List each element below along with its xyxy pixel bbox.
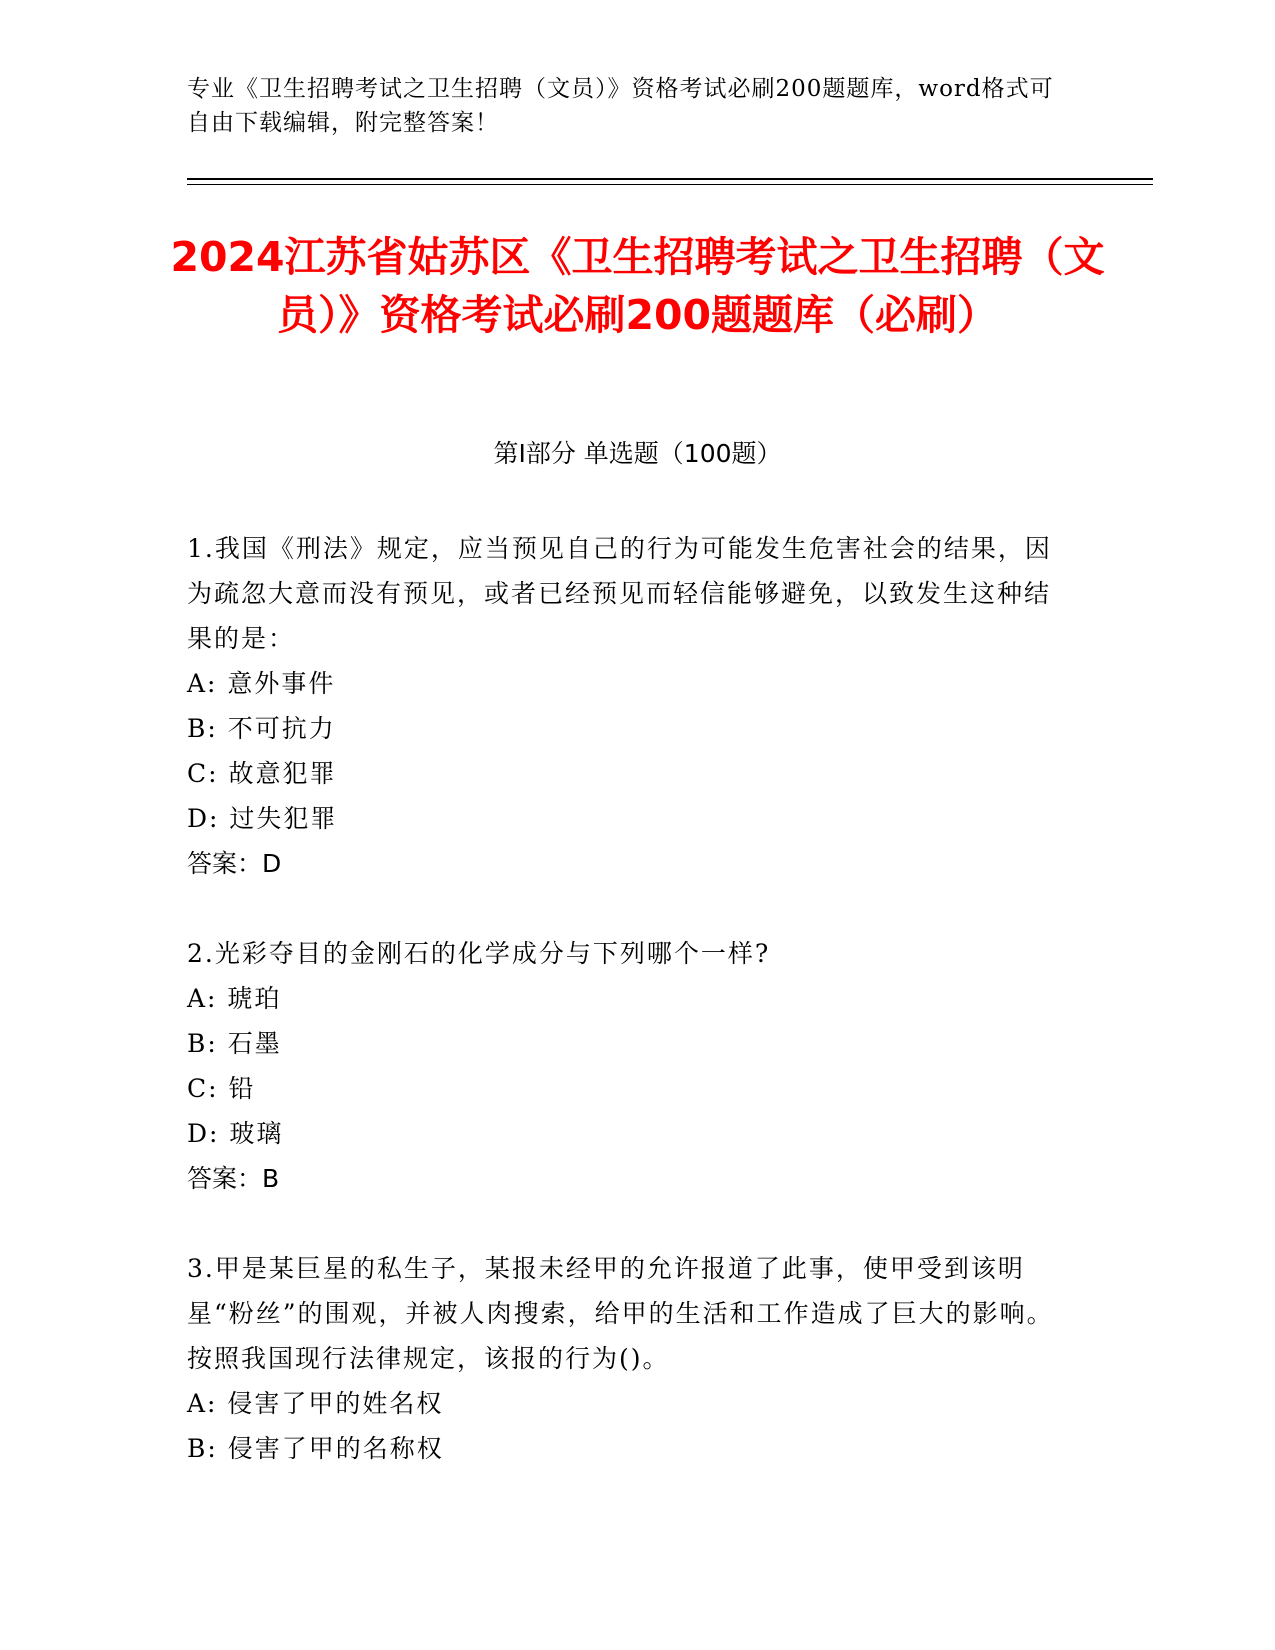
option-c: C: 铅 bbox=[187, 1074, 256, 1103]
question-list bbox=[187, 526, 1067, 1516]
question-1 bbox=[187, 526, 1067, 886]
option-a: A: 琥珀 bbox=[187, 984, 282, 1013]
option-d: D: 过失犯罪 bbox=[187, 804, 338, 833]
document-title: 2024江苏省姑苏区《卫生招聘考试之卫生招聘（文员）》资格考试必刷200题题库（必刷） bbox=[170, 233, 1105, 339]
header-divider-thin bbox=[187, 184, 1153, 185]
header-divider-thick bbox=[187, 178, 1153, 180]
question-3 bbox=[187, 1246, 1067, 1471]
section-heading: 第Ⅰ部分 单选题（100题） bbox=[493, 439, 782, 468]
question-2 bbox=[187, 931, 1067, 1201]
answer: 答案：D bbox=[187, 849, 282, 878]
answer: 答案：B bbox=[187, 1164, 280, 1193]
option-b: B: 侵害了甲的名称权 bbox=[187, 1434, 444, 1463]
option-b: B: 石墨 bbox=[187, 1029, 282, 1058]
question-stem: 1.我国《刑法》规定，应当预见自己的行为可能发生危害社会的结果，因为疏忽大意而没有预见，或者已经预见而轻信能够避免，以致发生这种结果的是： bbox=[187, 534, 1052, 653]
option-c: C: 故意犯罪 bbox=[187, 759, 337, 788]
option-a: A: 侵害了甲的姓名权 bbox=[187, 1389, 444, 1418]
option-a: A: 意外事件 bbox=[187, 669, 336, 698]
header-note: 专业《卫生招聘考试之卫生招聘（文员）》资格考试必刷200题题库，word格式可自由下载编辑，附完整答案！ bbox=[187, 76, 1054, 136]
option-d: D: 玻璃 bbox=[187, 1119, 284, 1148]
option-b: B: 不可抗力 bbox=[187, 714, 336, 743]
question-stem: 3.甲是某巨星的私生子，某报未经甲的允许报道了此事，使甲受到该明星“粉丝”的围观，并被人肉搜索，给甲的生活和工作造成了巨大的影响。按照我国现行法律规定，该报的行为()。 bbox=[187, 1254, 1054, 1373]
question-stem: 2.光彩夺目的金刚石的化学成分与下列哪个一样? bbox=[187, 939, 771, 968]
